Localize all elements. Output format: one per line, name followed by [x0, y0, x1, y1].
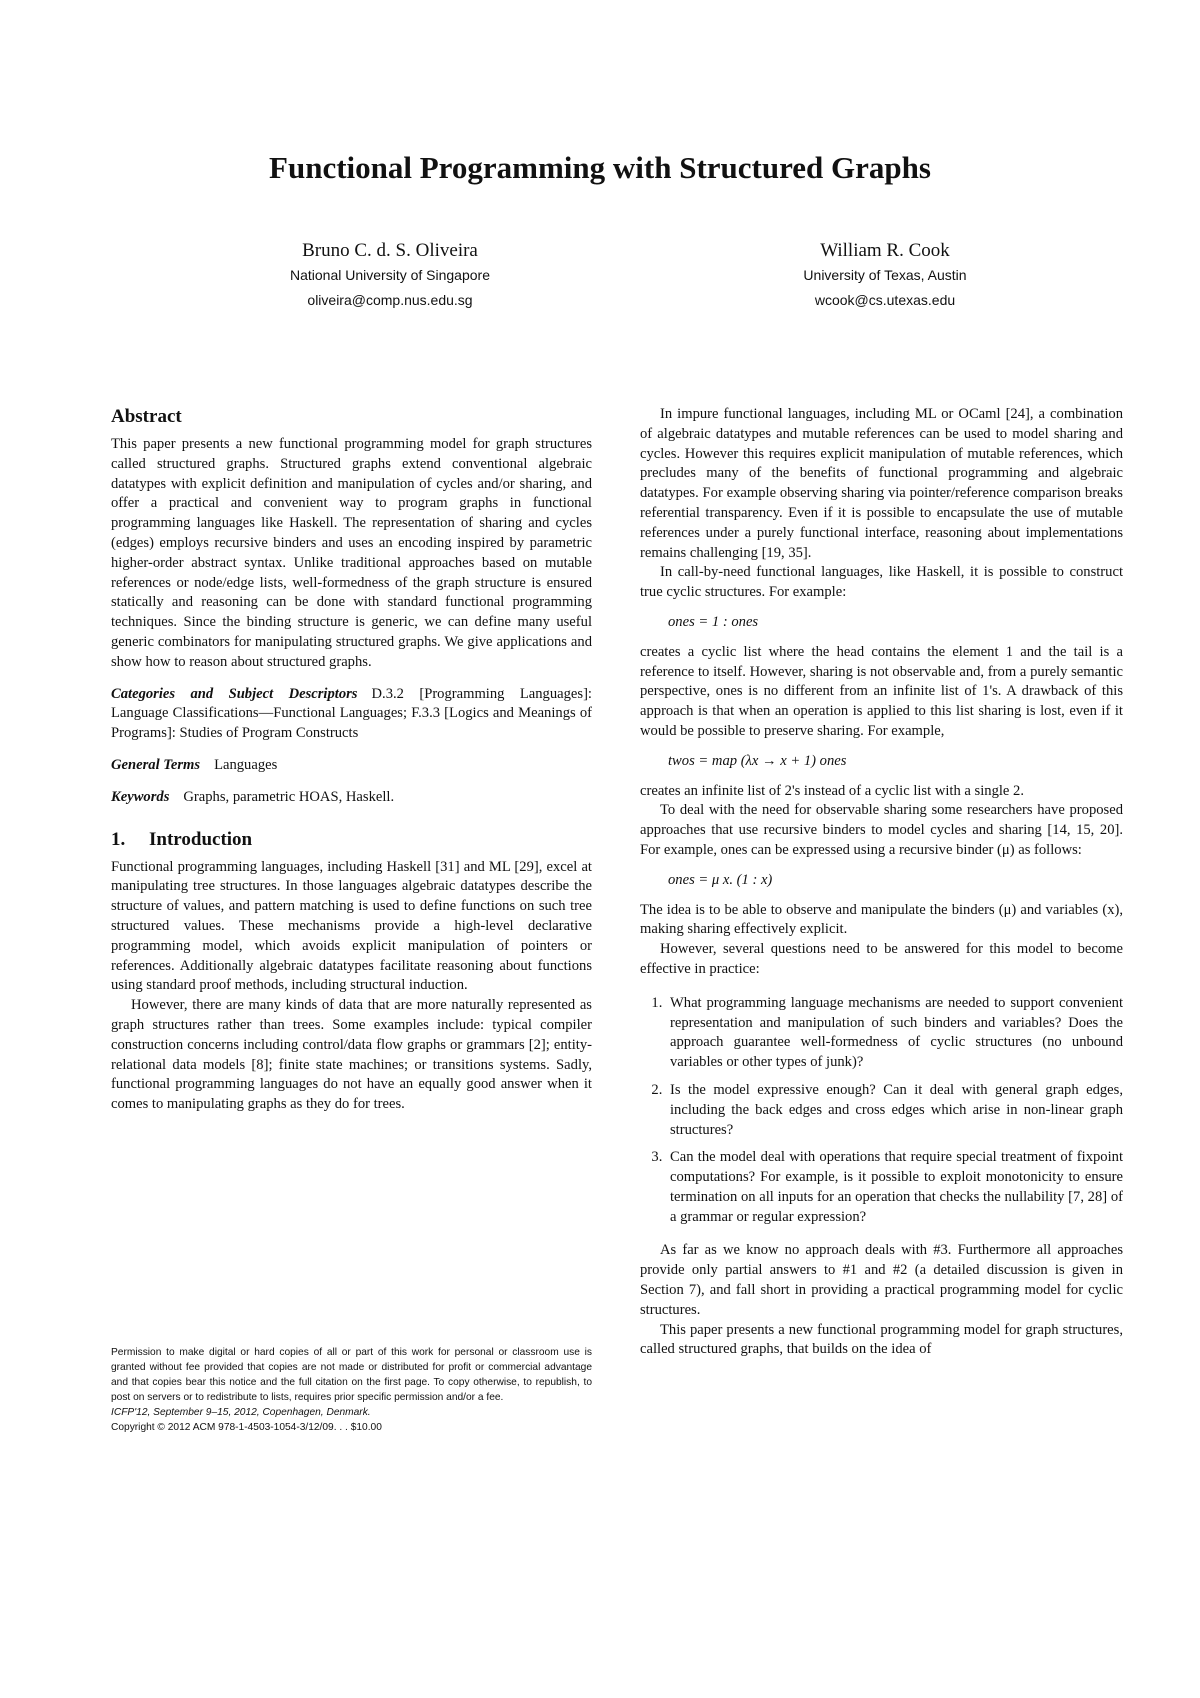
general-terms-text: Languages: [214, 756, 278, 773]
conference-info: ICFP'12, September 9–15, 2012, Copenhagen, Denmark.: [111, 1407, 371, 1418]
author-email: wcook@cs.utexas.edu: [814, 292, 956, 308]
intro-paragraph-1: Functional programming languages, including Haskell [31] and ML [29], excel at manipulating tree structures. In those languages algebraic datatypes describe the structure of values, and pattern matching is used to define functions on such tree structured values. These mechanisms provide a high-level declarative programming model, which avoids explicit manipulation of pointers or references. Additionally algebraic datatypes facilitate reasoning about functions using standard proof methods, including structural induction.: [111, 858, 592, 994]
introduction-heading: [111, 828, 592, 852]
categories-text: D.3.2 [Programming Languages]: Language Classifications—Functional Languages; F.3.3 [Logics and Meanings of Programs]: Studies of Program Constructs: [111, 685, 592, 742]
equation: twos = map (λx → x + 1) ones: [668, 752, 847, 769]
list-item: 1. What programming language mechanisms are needed to support convenient representation and manipulation of such binders and variables? Does the approach guarantee well-formedness of cyclic structures (no unbound variables or other types of junk)?: [666, 994, 1123, 1073]
general-terms-label: General Terms: [111, 756, 201, 773]
equation: ones = 1 : ones: [668, 613, 759, 630]
paragraph: As far as we know no approach deals with #3. Furthermore all approaches provide only partial answers to #1 and #2 (a detailed discussion is given in Section 7), and fall short in providing a practical programming model for cyclic structures.: [640, 1242, 1123, 1318]
paragraph: In call-by-need functional languages, like Haskell, it is possible to construct true cyclic structures. For example:: [640, 564, 1123, 601]
left-column: [111, 405, 592, 1115]
right-column: [640, 405, 1123, 1360]
general-terms: [111, 756, 592, 776]
paragraph: To deal with the need for observable sharing some researchers have proposed approaches that use recursive binders to model cycles and sharing [14, 15, 20]. For example, ones can be expressed using a recursive binder (μ) as follows:: [640, 802, 1123, 858]
paper-title: Functional Programming with Structured Graphs: [269, 150, 931, 185]
copyright-line: Copyright © 2012 ACM 978-1-4503-1054-3/12/09. . . $10.00: [111, 1422, 382, 1433]
abstract-heading: Abstract: [111, 406, 182, 427]
paragraph: In impure functional languages, including ML or OCaml [24], a combination of algebraic datatypes and mutable references can be used to model sharing and cycles. However this requires explicit manipulation of mutable references, which precludes many of the benefits of functional programming and algebraic datatypes. For example observing sharing via pointer/reference comparison breaks referential transparency. Even if it is possible to encapsulate the use of mutable references under a purely functional interface, reasoning about implementations remains challenging [19, 35].: [640, 406, 1123, 561]
equation: ones = μ x. (1 : x): [668, 871, 773, 888]
categories-label: Categories and Subject Descriptors: [111, 685, 358, 702]
copyright-footnote: [111, 1345, 592, 1435]
author-block-1: [190, 238, 590, 313]
permission-notice: Permission to make digital or hard copies of all or part of this work for personal or classroom use is granted without fee provided that copies are not made or distributed for profit or commercial advantage and that copies bear this notice and the full citation on the first page. To copy otherwise, to republish, to post on servers or to redistribute to lists, requires prior specific permission and/or a fee.: [111, 1347, 592, 1403]
section-number: 1.: [111, 828, 126, 850]
list-item: 2. Is the model expressive enough? Can it deal with general graph edges, including the back edges and cross edges which arise in non-linear graph structures?: [666, 1081, 1123, 1140]
section-title: Introduction: [149, 828, 253, 850]
keywords-label: Keywords: [111, 788, 170, 805]
abstract-text: This paper presents a new functional programming model for graph structures called structured graphs. Structured graphs extend conventional algebraic datatypes with explicit definition and manipulation of cycles and/or sharing, and offer a practical and convenient way to program graphs in functional programming languages like Haskell. The representation of sharing and cycles (edges) employs recursive binders and uses an encoding inspired by parametric higher-order abstract syntax. Unlike traditional approaches based on mutable references or node/edge lists, well-formedness of the graph structure is ensured statically and reasoning can be done with standard functional programming techniques. Since the binding structure is generic, we can define many useful generic combinators for manipulating structured graphs. We give applications and show how to reason about structured graphs.: [111, 436, 592, 670]
paragraph: However, several questions need to be answered for this model to become effective in practice:: [640, 941, 1123, 977]
author-name: Bruno C. d. S. Oliveira: [302, 240, 478, 261]
paragraph: The idea is to be able to observe and manipulate the binders (μ) and variables (x), making sharing effectively explicit.: [640, 901, 1123, 938]
author-block-2: [685, 238, 1085, 313]
author-email: oliveira@comp.nus.edu.sg: [307, 292, 473, 308]
list-item: 3. Can the model deal with operations that require special treatment of fixpoint computations? For example, is it possible to exploit monotonicity to ensure termination on all inputs for an operation that checks the nullability [7, 28] of a grammar or regular expression?: [666, 1148, 1123, 1227]
question-list: [640, 994, 1123, 1228]
intro-paragraph-2: However, there are many kinds of data that are more naturally represented as graph structures rather than trees. Some examples include: typical compiler construction concerns including control/data flow graphs or grammars [2]; entity-relational data models [8]; finite state machines; or transitions systems. Sadly, functional programming languages do not have an equally good answer when it comes to manipulating graphs as they do for trees.: [111, 997, 592, 1113]
keywords-text: Graphs, parametric HOAS, Haskell.: [183, 788, 395, 805]
categories: [111, 685, 592, 744]
paragraph: This paper presents a new functional programming model for graph structures, called structured graphs, that builds on the idea of: [640, 1321, 1123, 1358]
keywords: [111, 788, 592, 808]
author-name: William R. Cook: [820, 240, 950, 261]
author-affiliation: National University of Singapore: [290, 267, 490, 283]
paragraph: creates a cyclic list where the head contains the element 1 and the tail is a reference to itself. However, sharing is not observable and, from a purely semantic perspective, ones is no different from an infinite list of 1's. A drawback of this approach is that when an operation is applied to this list sharing is lost, even if it would be possible to preserve sharing. For example,: [640, 643, 1123, 739]
author-affiliation: University of Texas, Austin: [803, 267, 967, 283]
paragraph: creates an infinite list of 2's instead of a cyclic list with a single 2.: [640, 782, 1024, 799]
